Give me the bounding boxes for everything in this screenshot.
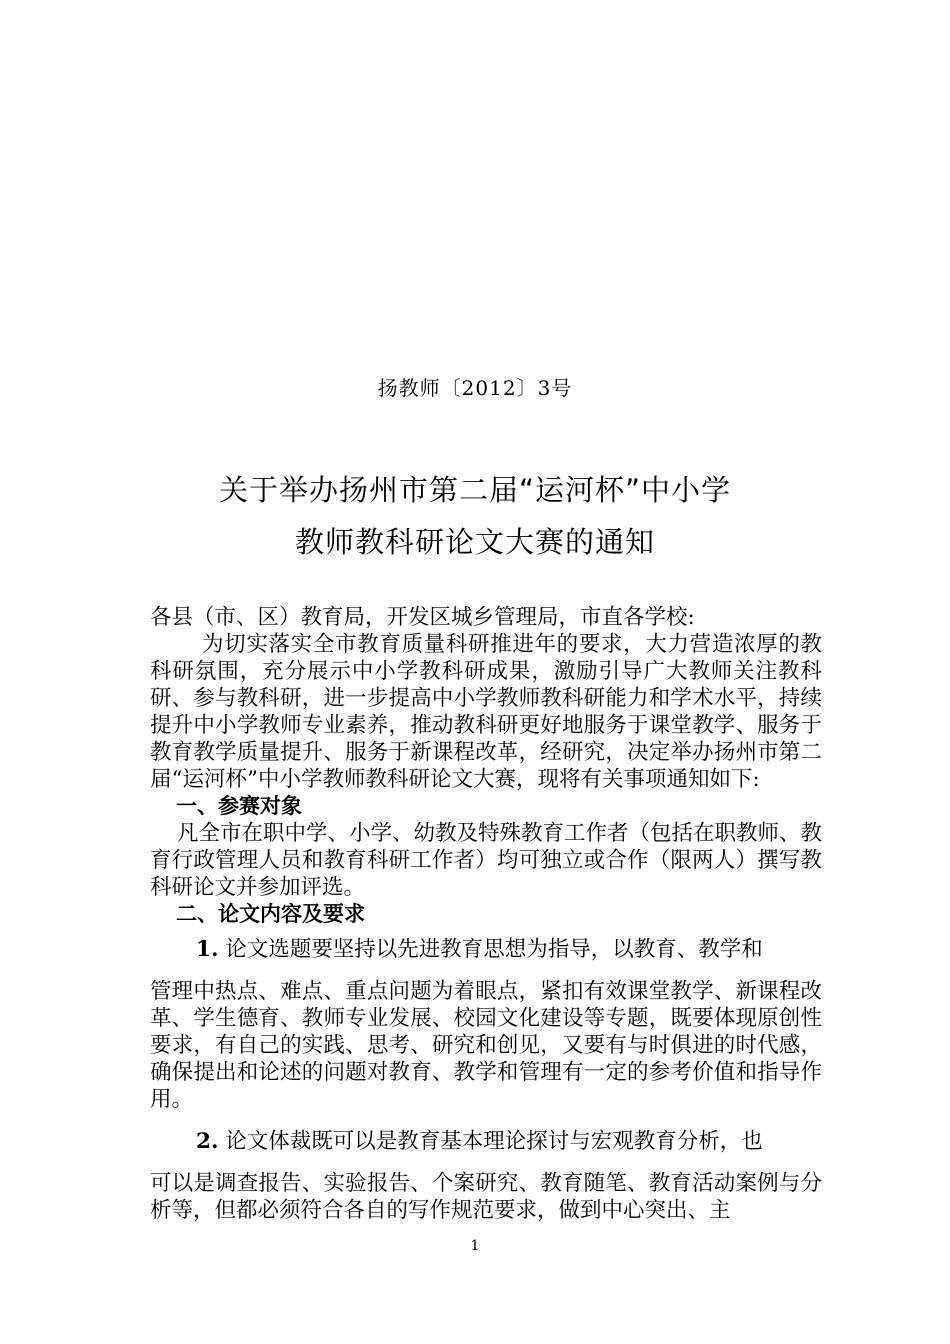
section-1-text: 凡全市在职中学、小学、幼教及特殊教育工作者（包括在职教师、教育行政管理人员和教育科研工作者）均可独立或合作（限两人）撰写教科研论文并参加评选。 [150, 821, 823, 900]
section-1-heading: 一、参赛对象 [176, 794, 302, 818]
title-line-2: 教师教科研论文大赛的通知 [294, 525, 655, 559]
title-line-1: 关于举办扬州市第二届“运河杯”中小学 [218, 473, 732, 507]
item-1-number: 1. [196, 937, 219, 962]
item-1-first-text: 论文选题要坚持以先进教育思想为指导，以教育、教学和 [225, 937, 763, 962]
item-2-first-line [150, 1128, 822, 1155]
item-1-continuation: 管理中热点、难点、重点问题为着眼点，紧扣有效课堂教学、新课程改革、学生德育、教师专业发展、校园文化建设等专题，既要体现原创性要求，有自己的实践、思考、研究和创见，又要有与时俱进的时代感，确保提出和论述的问题对教育、教学和管理有一定的参考价值和指导作用。 [150, 979, 822, 1112]
section-2-heading: 二、论文内容及要求 [176, 902, 365, 926]
document-number: 扬教师〔2012〕3号 [377, 376, 573, 400]
document-body [150, 604, 822, 1224]
item-1-first-line [150, 936, 822, 963]
salutation: 各县（市、区）教育局，开发区城乡管理局，市直各学校: [150, 605, 695, 630]
item-2-continuation: 可以是调查报告、实验报告、个案研究、教育随笔、教育活动案例与分析等，但都必须符合各自的写作规范要求，做到中心突出、主 [150, 1171, 822, 1223]
item-2-number: 2. [196, 1129, 219, 1154]
item-2-first-text: 论文体裁既可以是教育基本理论探讨与宏观教育分析，也 [225, 1129, 763, 1154]
page-number: 1 [470, 1238, 480, 1254]
intro-paragraph: 为切实落实全市教育质量科研推进年的要求，大力营造浓厚的教科研氛围，充分展示中小学教科研成果，激励引导广大教师关注教科研、参与教科研，进一步提高中小学教师教科研能力和学术水平，持续提升中小学教师专业素养，推动教科研更好地服务于课堂教学、服务于教育教学质量提升、服务于新课程改革，经研究，决定举办扬州市第二届“运河杯”中小学教师教科研论文大赛，现将有关事项通知如下: [150, 632, 822, 792]
